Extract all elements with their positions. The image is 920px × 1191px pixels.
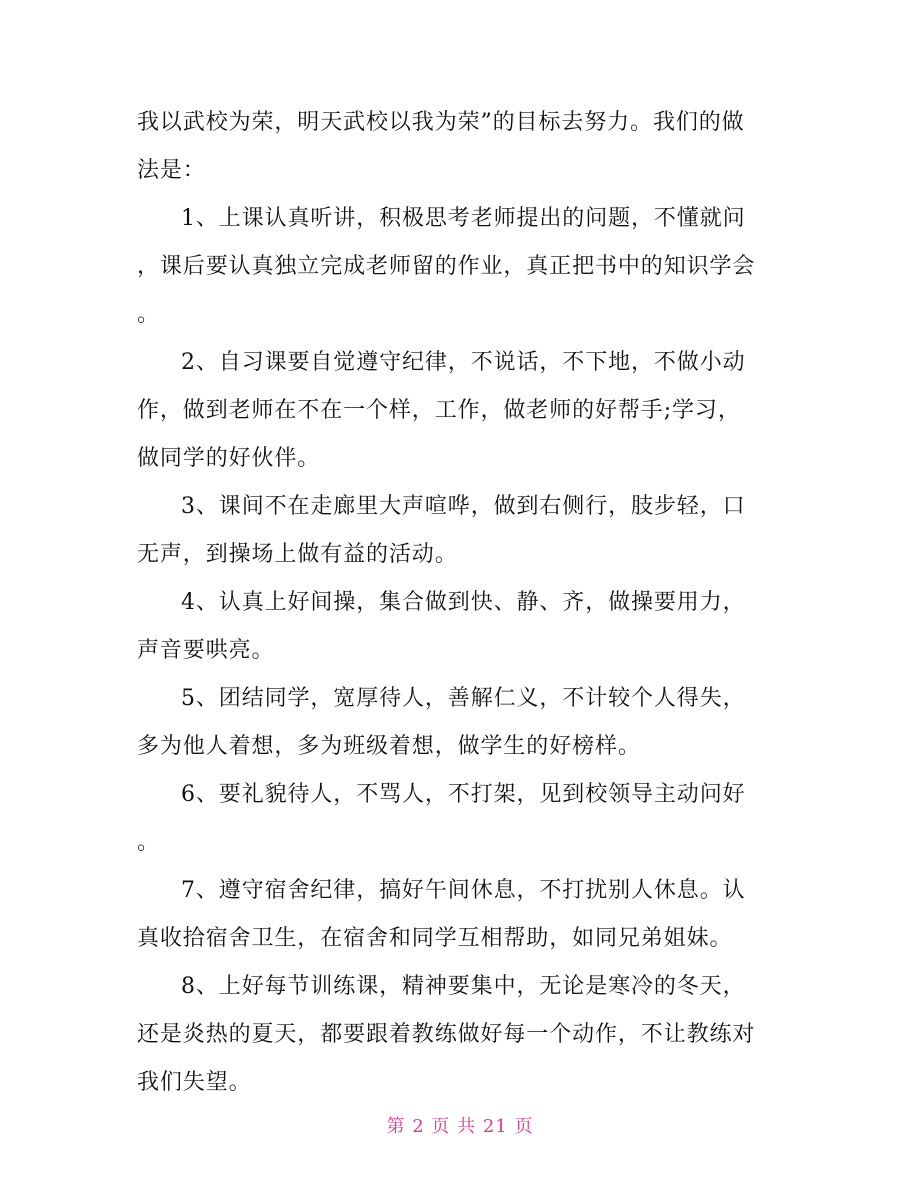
item-7-line-2: 真收拾宿舍卫生，在宿舍和同学互相帮助，如同兄弟姐妹。 (137, 926, 733, 951)
item-2-line-2: 作，做到老师在不在一个样，工作，做老师的好帮手;学习， (137, 398, 741, 423)
item-5-line-1: 5、团结同学，宽厚待人，善解仁义，不计较个人得失， (181, 686, 746, 711)
item-3-line-1: 3、课间不在走廊里大声喧哗，做到右侧行，肢步轻，口 (181, 494, 746, 519)
item-8-line-1: 8、上好每节训练课，精神要集中，无论是寒冷的冬天， (181, 974, 746, 999)
item-6-line-2: 。 (137, 830, 160, 855)
item-8-line-3: 我们失望。 (137, 1070, 252, 1095)
item-1-line-3: 。 (137, 302, 160, 327)
item-8-line-2: 还是炎热的夏天，都要跟着教练做好每一个动作，不让教练对 (137, 1022, 756, 1047)
item-2-line-3: 做同学的好伙伴。 (137, 446, 321, 471)
text-line-1: 我以武校为荣，明天武校以我为荣”的目标去努力。我们的做 (137, 110, 745, 135)
item-1-line-1: 1、上课认真听讲，积极思考老师提出的问题，不懂就问 (181, 206, 746, 231)
item-5-line-2: 多为他人着想，多为班级着想，做学生的好榜样。 (137, 734, 641, 759)
item-2-line-1: 2、自习课要自觉遵守纪律，不说话，不下地，不做小动 (181, 350, 746, 375)
item-1-line-2: ，课后要认真独立完成老师留的作业，真正把书中的知识学会 (137, 254, 756, 279)
item-6-line-1: 6、要礼貌待人，不骂人，不打架，见到校领导主动问好 (181, 782, 746, 807)
text-line-2: 法是： (137, 158, 206, 183)
page-number-footer: 第 2 页 共 21 页 (386, 1116, 534, 1137)
item-7-line-1: 7、遵守宿舍纪律，搞好午间休息，不打扰别人休息。认 (181, 878, 746, 903)
item-4-line-2: 声音要哄亮。 (137, 638, 275, 663)
item-3-line-2: 无声，到操场上做有益的活动。 (137, 542, 458, 567)
item-4-line-1: 4、认真上好间操，集合做到快、静、齐，做操要用力， (181, 590, 746, 615)
